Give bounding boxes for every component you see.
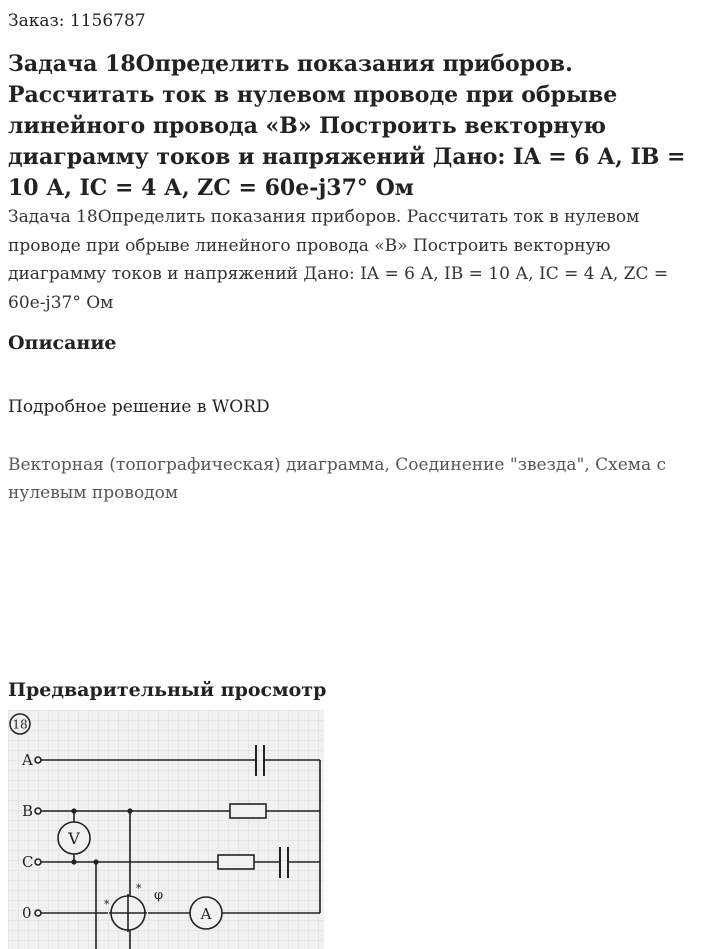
- order-number: Заказ: 1156787: [8, 11, 146, 31]
- junction-dot: [71, 808, 76, 813]
- resistor-b: [230, 804, 266, 818]
- description-heading: Описание: [8, 332, 117, 354]
- problem-number-badge: [10, 714, 30, 734]
- terminal-c: [35, 859, 41, 865]
- junction-dot: [93, 859, 98, 864]
- neutral-label: 0: [22, 904, 32, 922]
- wattmeter-mark-voltage: *: [136, 882, 142, 895]
- terminal-b: [35, 808, 41, 814]
- task-title: Задача 18Определить показания приборов. Рассчитать ток в нулевом проводе при обрыве линейного провода «В» Построить векторную диаграмму токов и напряжений Дано: IA = 6 А, IB = 10 А, IC = 4 А, ZC = 60e-j37° Ом: [8, 51, 686, 201]
- line-c-label: C: [22, 853, 34, 871]
- terminal-a: [35, 757, 41, 763]
- description-tags: Векторная (топографическая) диаграмма, Соединение "звезда", Схема с нулевым проводом: [8, 455, 667, 503]
- wattmeter-mark-current: *: [104, 898, 110, 911]
- circuit-diagram: [8, 710, 324, 949]
- preview-heading: Предварительный просмотр: [8, 679, 327, 701]
- circuit-preview-image[interactable]: [8, 710, 324, 949]
- task-text: Задача 18Определить показания приборов. Рассчитать ток в нулевом проводе при обрыве линейного провода «В» Построить векторную диаграмму токов и напряжений Дано: IA = 6 А, IB = 10 А, IC = 4 А, ZC = 60e-j37° Ом: [8, 207, 669, 313]
- voltmeter-label: V: [68, 829, 80, 848]
- resistor-c: [218, 855, 254, 869]
- wattmeter-phase-label: φ: [154, 888, 164, 903]
- junction-dot: [127, 808, 132, 813]
- svg-text:18: 18: [12, 717, 28, 732]
- ammeter-label: A: [200, 905, 212, 923]
- line-a-label: A: [22, 751, 33, 769]
- terminal-neutral: [35, 910, 41, 916]
- line-b-label: B: [22, 802, 34, 820]
- junction-dot: [71, 859, 76, 864]
- description-solution: Подробное решение в WORD: [8, 397, 270, 417]
